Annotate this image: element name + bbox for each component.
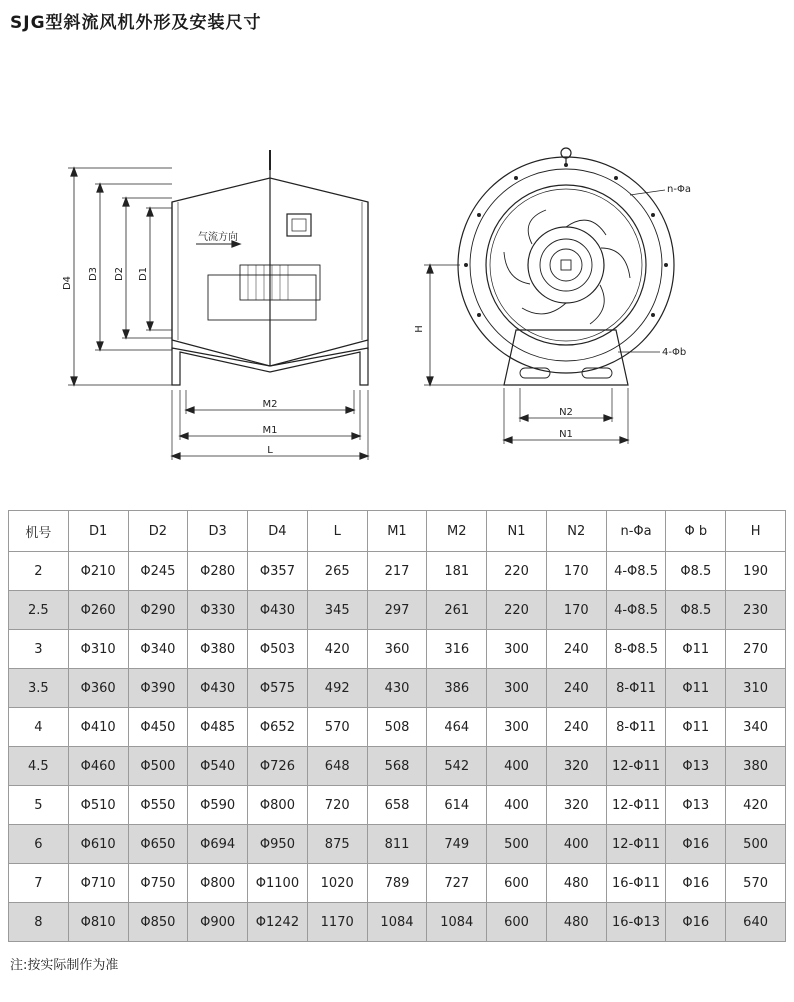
table-cell: Φ550 bbox=[128, 786, 188, 825]
dimension-table bbox=[8, 510, 786, 942]
table-cell: 568 bbox=[367, 747, 427, 786]
table-cell: Φ380 bbox=[188, 630, 248, 669]
table-cell: 240 bbox=[546, 630, 606, 669]
table-cell: 1084 bbox=[367, 903, 427, 942]
table-cell: 648 bbox=[307, 747, 367, 786]
table-cell: Φ280 bbox=[188, 552, 248, 591]
table-row bbox=[9, 864, 786, 903]
table-cell: 316 bbox=[427, 630, 487, 669]
table-cell: 310 bbox=[726, 669, 786, 708]
table-cell: Φ503 bbox=[248, 630, 308, 669]
table-cell: 261 bbox=[427, 591, 487, 630]
table-cell: 4.5 bbox=[9, 747, 69, 786]
table-cell: 8-Φ11 bbox=[606, 669, 666, 708]
table-cell: Φ310 bbox=[68, 630, 128, 669]
table-cell: 181 bbox=[427, 552, 487, 591]
table-header-cell: N2 bbox=[546, 511, 606, 552]
table-cell: 570 bbox=[726, 864, 786, 903]
table-cell: 8 bbox=[9, 903, 69, 942]
label-d1: D1 bbox=[138, 266, 149, 282]
table-cell: Φ340 bbox=[128, 630, 188, 669]
table-cell: 400 bbox=[546, 825, 606, 864]
table-cell: 220 bbox=[487, 591, 547, 630]
table-header-cell: N1 bbox=[487, 511, 547, 552]
table-cell: Φ290 bbox=[128, 591, 188, 630]
footnote: 注:按实际制作为准 bbox=[10, 958, 119, 973]
table-header-cell: 机号 bbox=[9, 511, 69, 552]
table-cell: Φ726 bbox=[248, 747, 308, 786]
table-cell: 345 bbox=[307, 591, 367, 630]
side-view bbox=[68, 150, 368, 460]
table-cell: Φ245 bbox=[128, 552, 188, 591]
table-cell: 4-Φ8.5 bbox=[606, 552, 666, 591]
table-cell: 297 bbox=[367, 591, 427, 630]
table-cell: 2 bbox=[9, 552, 69, 591]
page-title: SJG型斜流风机外形及安装尺寸 bbox=[10, 13, 262, 33]
label-d2: D2 bbox=[114, 266, 125, 282]
table-header-cell: D4 bbox=[248, 511, 308, 552]
table-cell: 16-Φ11 bbox=[606, 864, 666, 903]
table-cell: 600 bbox=[487, 864, 547, 903]
airflow-label: 气流方向 bbox=[198, 232, 238, 243]
table-cell: 380 bbox=[726, 747, 786, 786]
table-cell: Φ694 bbox=[188, 825, 248, 864]
table-cell: Φ11 bbox=[666, 630, 726, 669]
label-4-phi-b: 4-Φb bbox=[662, 347, 687, 358]
table-cell: 170 bbox=[546, 591, 606, 630]
table-body bbox=[9, 552, 786, 942]
table-cell: 240 bbox=[546, 669, 606, 708]
table-cell: Φ11 bbox=[666, 669, 726, 708]
label-n-phi-a: n-Φa bbox=[667, 184, 691, 195]
table-cell: Φ16 bbox=[666, 825, 726, 864]
table-cell: Φ1100 bbox=[248, 864, 308, 903]
table-cell: 727 bbox=[427, 864, 487, 903]
table-cell: 658 bbox=[367, 786, 427, 825]
table-cell: Φ16 bbox=[666, 864, 726, 903]
table-cell: 420 bbox=[726, 786, 786, 825]
table-row bbox=[9, 591, 786, 630]
table-header-cell: H bbox=[726, 511, 786, 552]
label-n2: N2 bbox=[559, 407, 573, 418]
table-cell: 720 bbox=[307, 786, 367, 825]
table-cell: 492 bbox=[307, 669, 367, 708]
table-cell: 542 bbox=[427, 747, 487, 786]
table-cell: 5 bbox=[9, 786, 69, 825]
table-header-cell: n-Φa bbox=[606, 511, 666, 552]
table-cell: 240 bbox=[546, 708, 606, 747]
table-cell: 400 bbox=[487, 747, 547, 786]
table-cell: Φ330 bbox=[188, 591, 248, 630]
table-cell: Φ652 bbox=[248, 708, 308, 747]
table-cell: 220 bbox=[487, 552, 547, 591]
table-cell: Φ575 bbox=[248, 669, 308, 708]
table-cell: Φ800 bbox=[188, 864, 248, 903]
table-row bbox=[9, 825, 786, 864]
table-cell: 300 bbox=[487, 669, 547, 708]
table-cell: 217 bbox=[367, 552, 427, 591]
table-cell: 4 bbox=[9, 708, 69, 747]
table-cell: Φ590 bbox=[188, 786, 248, 825]
table-cell: Φ900 bbox=[188, 903, 248, 942]
table-cell: 420 bbox=[307, 630, 367, 669]
table-cell: Φ750 bbox=[128, 864, 188, 903]
table-row bbox=[9, 903, 786, 942]
table-header-row bbox=[9, 511, 786, 552]
table-cell: Φ430 bbox=[188, 669, 248, 708]
table-cell: Φ430 bbox=[248, 591, 308, 630]
table-header-cell: L bbox=[307, 511, 367, 552]
table-cell: Φ13 bbox=[666, 786, 726, 825]
table-cell: 3.5 bbox=[9, 669, 69, 708]
table-cell: 508 bbox=[367, 708, 427, 747]
table-cell: Φ8.5 bbox=[666, 591, 726, 630]
table-cell: 749 bbox=[427, 825, 487, 864]
table-cell: 2.5 bbox=[9, 591, 69, 630]
table-cell: 320 bbox=[546, 747, 606, 786]
label-l: L bbox=[267, 445, 273, 456]
fan-dimension-drawing bbox=[0, 140, 794, 470]
table-cell: Φ390 bbox=[128, 669, 188, 708]
table-cell: 12-Φ11 bbox=[606, 786, 666, 825]
table-cell: 500 bbox=[487, 825, 547, 864]
table-header-cell: D3 bbox=[188, 511, 248, 552]
table-cell: 360 bbox=[367, 630, 427, 669]
table-header-cell: Φ b bbox=[666, 511, 726, 552]
table-cell: Φ16 bbox=[666, 903, 726, 942]
table-cell: Φ650 bbox=[128, 825, 188, 864]
label-m2: M2 bbox=[262, 399, 278, 410]
table-cell: 500 bbox=[726, 825, 786, 864]
table-cell: 1020 bbox=[307, 864, 367, 903]
table-cell: 480 bbox=[546, 864, 606, 903]
table-cell: 386 bbox=[427, 669, 487, 708]
table-cell: Φ8.5 bbox=[666, 552, 726, 591]
table-cell: Φ210 bbox=[68, 552, 128, 591]
table-cell: Φ460 bbox=[68, 747, 128, 786]
table-cell: 320 bbox=[546, 786, 606, 825]
table-cell: 464 bbox=[427, 708, 487, 747]
table-cell: 12-Φ11 bbox=[606, 825, 666, 864]
drawing-svg bbox=[0, 140, 794, 470]
table-cell: 640 bbox=[726, 903, 786, 942]
table-cell: 230 bbox=[726, 591, 786, 630]
table-cell: Φ950 bbox=[248, 825, 308, 864]
table-cell: 12-Φ11 bbox=[606, 747, 666, 786]
table-cell: 7 bbox=[9, 864, 69, 903]
table-cell: Φ1242 bbox=[248, 903, 308, 942]
label-n1: N1 bbox=[559, 429, 573, 440]
label-d4: D4 bbox=[62, 275, 73, 291]
table-cell: 811 bbox=[367, 825, 427, 864]
table-cell: 480 bbox=[546, 903, 606, 942]
table-cell: Φ850 bbox=[128, 903, 188, 942]
table-row bbox=[9, 708, 786, 747]
table-row bbox=[9, 630, 786, 669]
table-cell: 8-Φ11 bbox=[606, 708, 666, 747]
table-cell: 6 bbox=[9, 825, 69, 864]
table-cell: 570 bbox=[307, 708, 367, 747]
table-cell: Φ360 bbox=[68, 669, 128, 708]
table-cell: Φ500 bbox=[128, 747, 188, 786]
table-cell: Φ11 bbox=[666, 708, 726, 747]
label-m1: M1 bbox=[262, 425, 278, 436]
table-header-cell: D2 bbox=[128, 511, 188, 552]
table-cell: 300 bbox=[487, 630, 547, 669]
table-cell: 1084 bbox=[427, 903, 487, 942]
table-cell: Φ450 bbox=[128, 708, 188, 747]
label-d3: D3 bbox=[88, 266, 99, 282]
table-row bbox=[9, 786, 786, 825]
table-row bbox=[9, 669, 786, 708]
table-cell: 614 bbox=[427, 786, 487, 825]
table-cell: 265 bbox=[307, 552, 367, 591]
table-cell: Φ410 bbox=[68, 708, 128, 747]
table-cell: 1170 bbox=[307, 903, 367, 942]
table-cell: 875 bbox=[307, 825, 367, 864]
table-cell: Φ800 bbox=[248, 786, 308, 825]
table-cell: Φ260 bbox=[68, 591, 128, 630]
table-cell: Φ540 bbox=[188, 747, 248, 786]
table-cell: Φ610 bbox=[68, 825, 128, 864]
table-row bbox=[9, 747, 786, 786]
table-cell: Φ485 bbox=[188, 708, 248, 747]
table-cell: 430 bbox=[367, 669, 427, 708]
table-cell: 4-Φ8.5 bbox=[606, 591, 666, 630]
table-header-cell: M2 bbox=[427, 511, 487, 552]
table-cell: 600 bbox=[487, 903, 547, 942]
table-cell: 190 bbox=[726, 552, 786, 591]
table-header-cell: M1 bbox=[367, 511, 427, 552]
table-cell: Φ810 bbox=[68, 903, 128, 942]
table-cell: Φ13 bbox=[666, 747, 726, 786]
table-header-cell: D1 bbox=[68, 511, 128, 552]
table-cell: 16-Φ13 bbox=[606, 903, 666, 942]
table-cell: 3 bbox=[9, 630, 69, 669]
front-view bbox=[424, 148, 674, 444]
table-cell: 340 bbox=[726, 708, 786, 747]
label-h: H bbox=[414, 325, 425, 333]
table-cell: 789 bbox=[367, 864, 427, 903]
table-row bbox=[9, 552, 786, 591]
table-cell: Φ710 bbox=[68, 864, 128, 903]
table-cell: Φ357 bbox=[248, 552, 308, 591]
table-cell: 170 bbox=[546, 552, 606, 591]
table-cell: 400 bbox=[487, 786, 547, 825]
table-cell: 300 bbox=[487, 708, 547, 747]
table-cell: 270 bbox=[726, 630, 786, 669]
table-cell: Φ510 bbox=[68, 786, 128, 825]
table-cell: 8-Φ8.5 bbox=[606, 630, 666, 669]
